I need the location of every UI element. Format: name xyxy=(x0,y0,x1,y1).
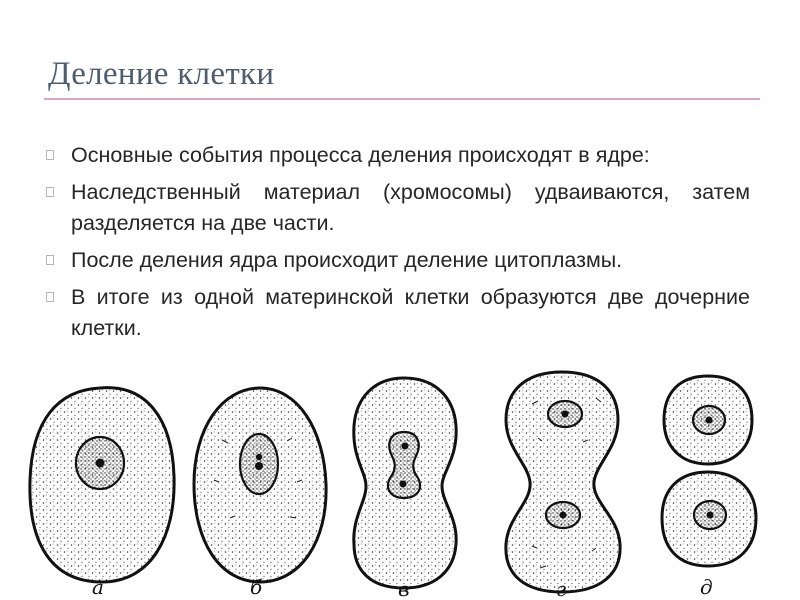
nucleolus xyxy=(707,512,714,519)
stage-label-v: в xyxy=(398,577,410,600)
stage-label-d: д xyxy=(700,575,713,599)
title-divider xyxy=(44,98,760,100)
nucleolus xyxy=(256,454,262,460)
cell-stage-g xyxy=(506,372,620,592)
cell-stage-v xyxy=(354,378,456,588)
bullet-box-icon xyxy=(46,255,54,265)
nucleolus xyxy=(96,459,105,468)
bullet-box-icon xyxy=(46,292,54,302)
nucleolus xyxy=(706,417,713,424)
cell-division-figure xyxy=(0,368,800,600)
cell-stage-d xyxy=(662,376,756,566)
cell-stage-b xyxy=(194,388,326,582)
bullet-text: После деления ядра происходит деление цитоплазмы. xyxy=(71,248,623,272)
nucleolus xyxy=(562,411,569,418)
bullet-item xyxy=(44,140,750,171)
slide-title: Деление клетки xyxy=(48,56,275,92)
stage-label-b: б xyxy=(250,575,263,599)
nucleolus xyxy=(400,481,407,488)
nucleolus xyxy=(255,462,263,470)
bullet-text: В итоге из одной материнской клетки образуются две дочерние клетки. xyxy=(71,285,750,340)
nucleolus xyxy=(560,512,567,519)
nucleolus xyxy=(402,443,409,450)
stage-label-a: а xyxy=(92,575,104,599)
bullet-item xyxy=(44,282,750,344)
bullet-text: Наследственный материал (хромосомы) удваиваются, затем разделяется на две части. xyxy=(71,180,750,235)
bullet-item xyxy=(44,245,750,276)
bullet-box-icon xyxy=(46,187,54,197)
cell-stage-a xyxy=(30,388,174,582)
bullet-text: Основные события процесса деления происходят в ядре: xyxy=(71,143,650,167)
bullet-item xyxy=(44,177,750,239)
bullet-list xyxy=(44,140,750,367)
bullet-box-icon xyxy=(46,150,54,160)
stage-label-g: г xyxy=(556,577,567,600)
